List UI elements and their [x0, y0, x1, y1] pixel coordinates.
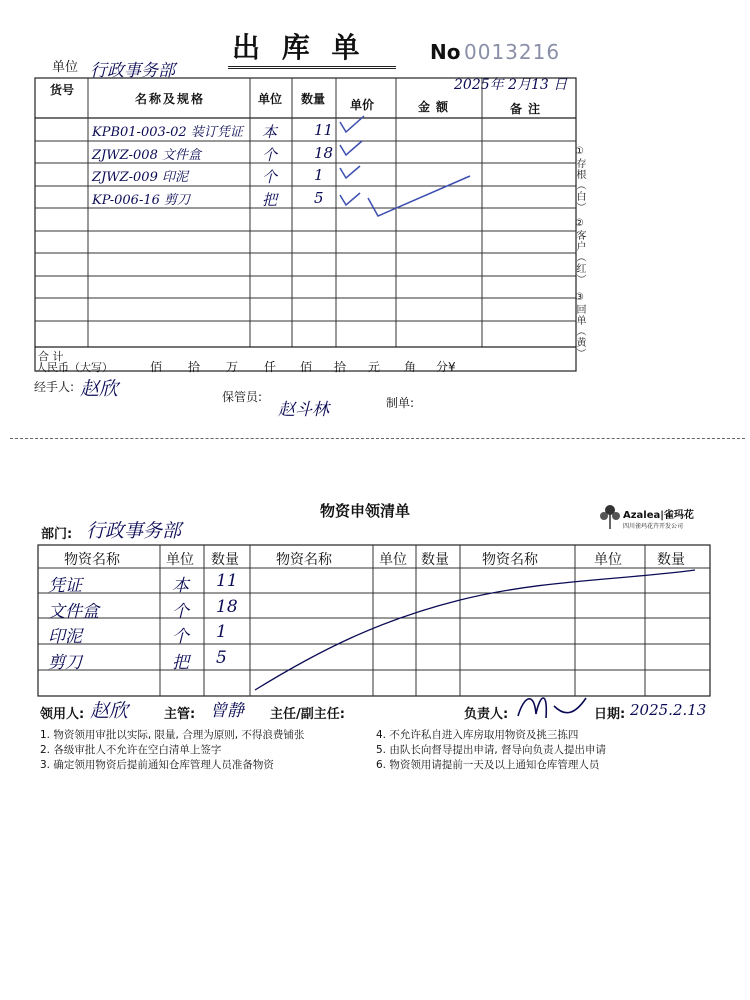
responsible-label: 负责人:: [464, 707, 509, 722]
outbound-header-remark: 备注: [510, 102, 547, 116]
req-header-qty: 数量: [211, 552, 239, 568]
req-header-unit: 单位: [166, 552, 194, 568]
recipient-signature: 赵欣: [90, 700, 129, 722]
req-row-name: 剪刀: [48, 653, 82, 673]
logo-text: Azalea|雀玛花: [623, 510, 694, 521]
keeper-label: 保管员:: [222, 390, 263, 404]
req-header-name: 物资名称: [276, 552, 332, 568]
outbound-header-code: 货号: [50, 83, 75, 97]
req-row-qty: 18: [216, 597, 238, 617]
req-row-name: 凭证: [48, 576, 82, 596]
logo-subtext: 四川雀玛花卉开发公司: [623, 523, 684, 530]
outbound-row-unit: 个: [262, 146, 278, 164]
outbound-row-unit: 把: [262, 191, 278, 209]
req-row-qty: 5: [216, 648, 227, 668]
outbound-header-price: 单价: [350, 98, 375, 112]
supervisor-label: 主管:: [164, 707, 196, 722]
note-2: 2. 各级审批人不允许在空白清单上签字: [40, 744, 222, 756]
rmb-unit: 分¥: [436, 360, 456, 374]
req-header-unit: 单位: [594, 552, 622, 568]
outbound-date: 2025年 2月13 日: [454, 77, 568, 93]
handler-label: 经手人:: [34, 380, 75, 394]
note-3: 3. 确定领用物资后提前通知仓库管理人员准备物资: [40, 759, 274, 771]
req-row-unit: 个: [172, 602, 189, 622]
keeper-signature: 赵斗林: [278, 400, 329, 420]
rmb-unit: 拾: [188, 360, 201, 374]
recipient-label: 领用人:: [40, 707, 85, 722]
req-header-name: 物资名称: [482, 552, 538, 568]
copy-note-customer: ②客户（红）: [574, 218, 585, 285]
rmb-unit: 角: [404, 360, 417, 374]
outbound-row-qty: 1: [314, 166, 324, 184]
requisition-title: 物资申领清单: [320, 502, 411, 520]
rmb-unit: 佰: [150, 360, 163, 374]
req-header-qty: 数量: [657, 552, 685, 568]
note-4: 4. 不允许私自进入库房取用物资及挑三拣四: [376, 729, 579, 741]
req-header-name: 物资名称: [64, 552, 120, 568]
outbound-row-unit: 本: [262, 123, 278, 141]
outbound-row-item: KPB01-003-02 装订凭证: [92, 125, 243, 140]
outbound-header-unit: 单位: [258, 92, 283, 106]
rmb-unit: 万: [226, 360, 239, 374]
req-row-name: 文件盒: [48, 602, 99, 622]
note-6: 6. 物资领用请提前一天及以上通知仓库管理人员: [376, 759, 600, 771]
responsible-signature: [514, 686, 594, 730]
req-row-unit: 把: [172, 653, 189, 673]
dept-label: 部门:: [41, 527, 73, 542]
req-row-unit: 个: [172, 627, 189, 647]
outbound-header-amount: 金额: [418, 100, 455, 114]
copy-note-stub: ①存根（白）: [574, 146, 585, 213]
outbound-header-name: 名称及规格: [135, 92, 206, 106]
handler-signature: 赵欣: [80, 378, 119, 400]
supervisor-signature: 曾静: [210, 701, 244, 721]
req-row-name: 印泥: [48, 627, 82, 647]
director-label: 主任/副主任:: [270, 707, 345, 722]
outbound-row-item: ZJWZ-009 印泥: [92, 170, 188, 185]
req-header-unit: 单位: [379, 552, 407, 568]
req-row-unit: 本: [172, 576, 189, 596]
req-header-qty: 数量: [421, 552, 449, 568]
unit-value: 行政事务部: [90, 61, 175, 81]
serial-no-label: No: [430, 40, 461, 64]
outbound-row-qty: 11: [314, 121, 334, 139]
outbound-title: 出 库 单: [232, 31, 366, 64]
rmb-label: 人民币（大写）: [36, 361, 113, 374]
outbound-row-qty: 18: [314, 144, 334, 162]
total-label: 合 计: [38, 350, 64, 363]
rmb-unit: 元: [368, 360, 381, 374]
date-value: 2025.2.13: [630, 701, 707, 719]
maker-label: 制单:: [386, 396, 415, 410]
outbound-row-unit: 个: [262, 168, 278, 186]
outbound-header-qty: 数量: [301, 92, 326, 106]
req-row-qty: 11: [216, 571, 238, 591]
serial-no-value: 0013216: [464, 40, 561, 64]
unit-label: 单位: [52, 60, 79, 75]
rmb-unit: 佰: [300, 360, 313, 374]
rmb-unit: 拾: [334, 360, 347, 374]
req-row-qty: 1: [216, 622, 227, 642]
dept-value: 行政事务部: [86, 520, 182, 542]
outbound-row-qty: 5: [314, 189, 324, 207]
outbound-row-item: KP-006-16 剪刀: [92, 193, 191, 208]
note-5: 5. 由队长向督导提出申请, 督导向负责人提出申请: [376, 744, 607, 756]
note-1: 1. 物资领用审批以实际, 限量, 合理为原则, 不得浪费铺张: [40, 729, 305, 741]
outbound-row-item: ZJWZ-008 文件盒: [92, 148, 201, 163]
date-label: 日期:: [594, 707, 626, 722]
rmb-unit: 仟: [264, 360, 277, 374]
copy-note-return: ③回单（黄）: [574, 292, 585, 359]
